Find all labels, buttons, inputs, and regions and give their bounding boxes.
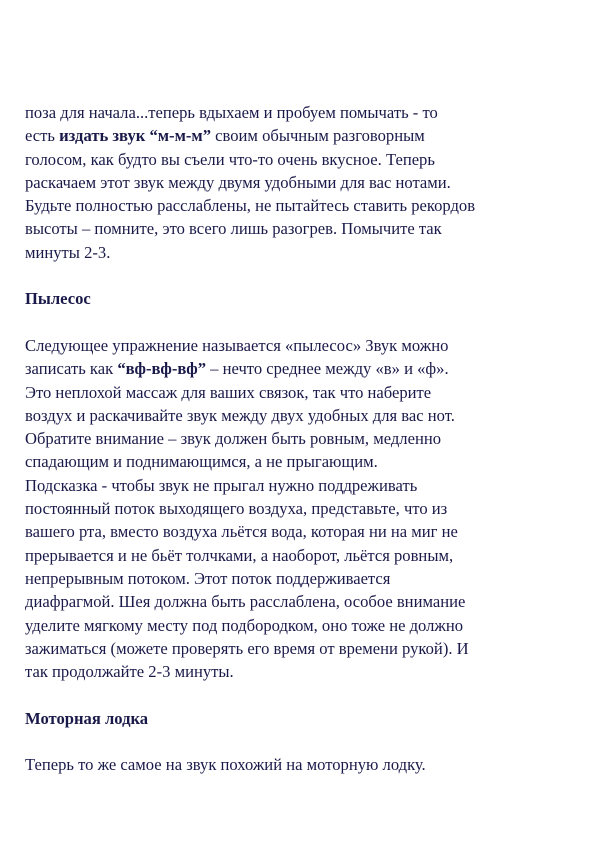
text-span: есть: [25, 126, 60, 146]
text-line: воздух и раскачивайте звук между двух удобных для вас нот.: [25, 405, 455, 425]
text-line: Теперь то же самое на звук похожий на моторную лодку.: [25, 755, 426, 775]
text-span: – нечто среднее между «в» и «ф».: [206, 359, 449, 379]
text-line: постоянный поток выходящего воздуха, представьте, что из: [25, 499, 448, 519]
paragraph-gap: [25, 683, 573, 706]
text-line: Следующее упражнение называется «пылесос» Звук можно: [25, 335, 449, 355]
text-line: уделите мягкому месту под подбородком, оно тоже не должно: [25, 615, 464, 635]
text-line: прерывается и не бьёт толчками, а наоборот, льётся ровным,: [25, 545, 454, 565]
text-line: [25, 357, 573, 380]
text-line: спадающим и поднимающимся, а не прыгающим.: [25, 452, 378, 472]
text-line: вашего рта, вместо воздуха льётся вода, которая ни на миг не: [25, 522, 458, 542]
text-line: поза для начала...теперь вдыхаем и пробуем помычать - то: [25, 103, 438, 122]
text-line: [25, 124, 573, 147]
text-line: так продолжайте 2-3 минуты.: [25, 662, 234, 682]
text-line: зажиматься (можете проверять его время от времени рукой). И: [25, 638, 469, 658]
bold-phrase: издать звук “м-м-м”: [59, 126, 212, 146]
text-span: записать как: [25, 359, 118, 379]
paragraph-gap: [25, 311, 573, 334]
text-line: Будьте полностью расслаблены, не пытайтесь ставить рекордов: [25, 196, 476, 216]
text-line: минуты 2-3.: [25, 242, 111, 262]
section-heading-vacuum: Пылесос: [25, 289, 91, 309]
text-line: высоты – помните, это всего лишь разогрев. Помычите так: [25, 219, 442, 239]
text-line: Обратите внимание – звук должен быть ровным, медленно: [25, 429, 442, 449]
text-line: голосом, как будто вы съели что-то очень вкусное. Теперь: [25, 149, 435, 169]
text-line: Подсказка - чтобы звук не прыгал нужно поддреживать: [25, 475, 418, 495]
document-page: [25, 101, 573, 777]
text-line: раскачаем этот звук между двумя удобными для вас нотами.: [25, 172, 451, 192]
text-line: непрерывным потоком. Этот поток поддерживается: [25, 568, 391, 588]
paragraph-gap: [25, 264, 573, 287]
paragraph-humming: [25, 101, 573, 264]
section-heading-motorboat: Моторная лодка: [25, 708, 149, 728]
paragraph-gap: [25, 730, 573, 753]
text-line: диафрагмой. Шея должна быть расслаблена, особое внимание: [25, 592, 466, 612]
bold-phrase: “вф-вф-вф”: [117, 359, 207, 379]
text-span: своим обычным разговорным: [211, 126, 425, 146]
text-line: Это неплохой массаж для ваших связок, так что наберите: [25, 382, 432, 402]
paragraph-vacuum: [25, 334, 573, 683]
paragraph-motorboat: [25, 753, 573, 776]
